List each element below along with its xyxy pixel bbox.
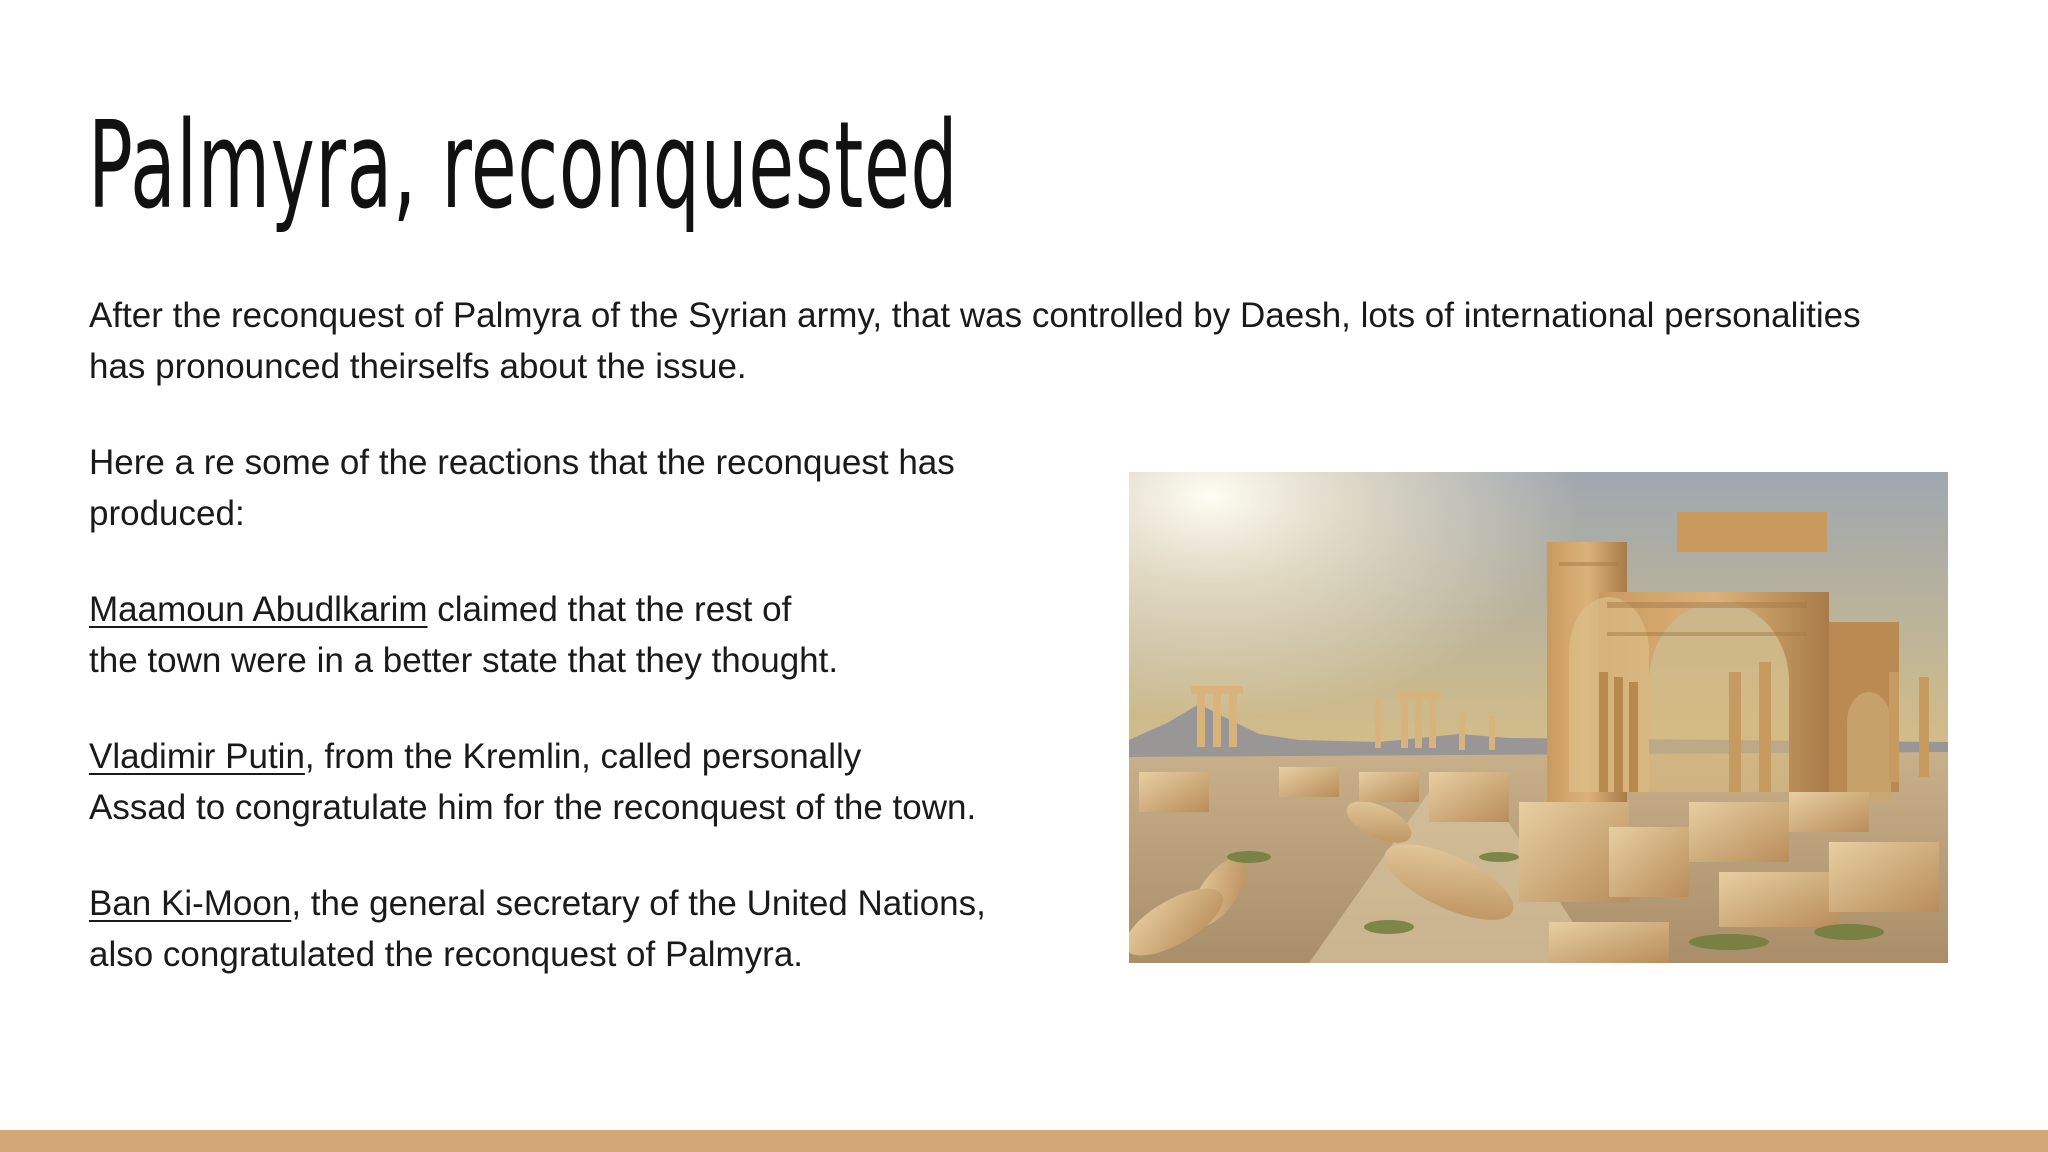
reactions-column: [89, 437, 1099, 1025]
intro-paragraph: [89, 290, 1989, 392]
link-vladimir-putin[interactable]: Vladimir Putin: [89, 737, 305, 776]
reactions-intro-line-2: produced:: [89, 494, 245, 533]
reactions-intro-line-1: Here a re some of the reactions that the reconquest has: [89, 443, 955, 482]
slide-title: Palmyra, reconquested: [88, 97, 959, 236]
quote-ban-ki-moon-line-2: also congratulated the reconquest of Palmyra.: [89, 935, 804, 974]
intro-line-2: has pronounced theirselfs about the issue.: [89, 347, 747, 386]
palmyra-ruins-photo: [1129, 472, 1948, 963]
quote-putin-text: , from the Kremlin, called personally: [304, 737, 862, 776]
intro-line-1: After the reconquest of Palmyra of the Syrian army, that was controlled by Daesh, lots of international personalities: [89, 296, 1861, 335]
quote-ban-ki-moon: [89, 878, 1099, 980]
quote-abdulkarim-text: claimed that the rest of: [427, 590, 792, 629]
quote-putin: [89, 731, 1099, 833]
quote-abdulkarim: [89, 584, 1099, 686]
footer-accent-bar: [0, 1130, 2048, 1152]
quote-ban-ki-moon-text: , the general secretary of the United Nations,: [291, 884, 986, 923]
link-ban-ki-moon[interactable]: Ban Ki-Moon: [89, 884, 292, 923]
link-maamoun-abudlkarim[interactable]: Maamoun Abudlkarim: [89, 590, 428, 629]
quote-putin-line-2: Assad to congratulate him for the reconquest of the town.: [89, 788, 977, 827]
reactions-intro: [89, 437, 1099, 539]
quote-abdulkarim-line-2: the town were in a better state that they thought.: [89, 641, 839, 680]
palmyra-ruins-illustration: [1129, 472, 1948, 963]
